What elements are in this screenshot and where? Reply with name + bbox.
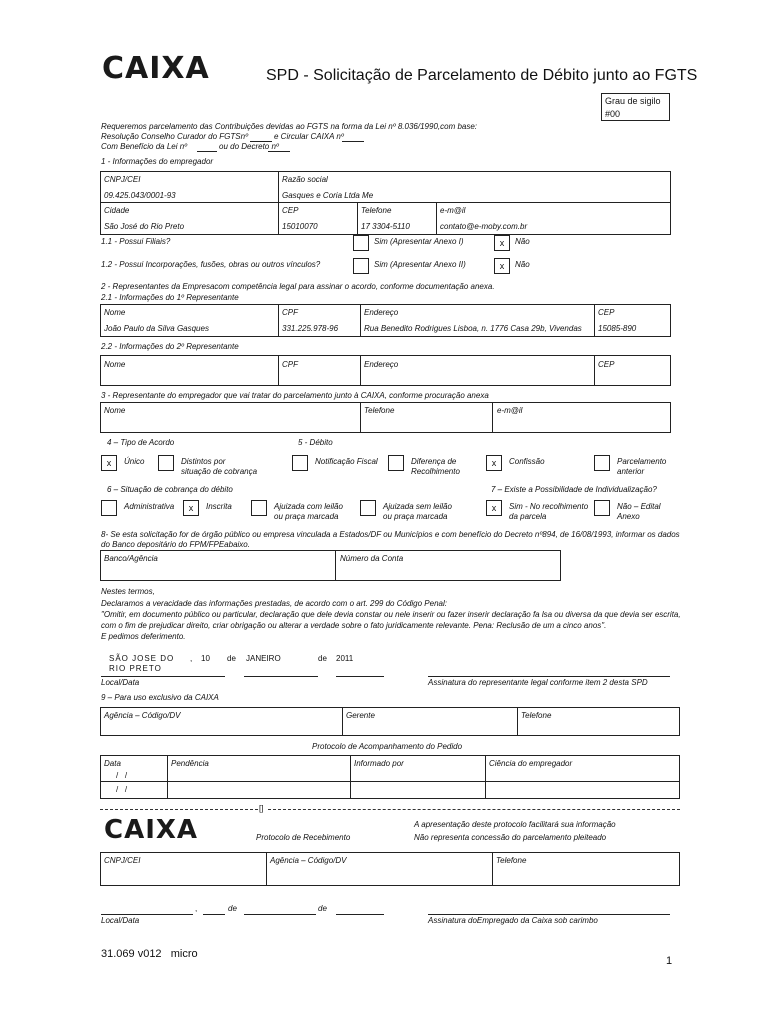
protocolo-pendencia-label: Pendência [171,759,209,768]
sec8-line-1: 8- Se esta solicitação for de órgão público ou empresa vinculada a Estados/DF ou Municípios e com benefício do Decreto nº894, de 16/08/1993, informar os dados [101,530,680,539]
q12-nao-checkbox[interactable]: x [494,258,510,274]
acordo-unico-label: Único [124,457,145,466]
debito-parcelamento-label-1: Parcelamento [617,457,667,466]
rep3-nome-label: Nome [104,406,126,415]
sign-year[interactable]: 2011 [336,654,354,663]
protocolo-ciencia-label: Ciência do empregador [489,759,573,768]
intro-line-2a: Resolução Conselho Curador do FGTSnº [101,132,248,141]
page-number: 1 [666,955,673,967]
debito-notificacao-label: Notificação Fiscal [315,457,378,466]
cep-label: CEP [282,206,299,215]
protocolo-acompanhamento-title: Protocolo de Acompanhamento do Pedido [312,742,463,751]
rep1-cpf-label: CPF [282,308,298,317]
q12-sim-checkbox[interactable] [353,258,369,274]
rep1-cpf-value[interactable]: 331.225.978-96 [282,324,339,333]
cobranca-ajuizada-com-label-2: ou praça marcada [274,512,339,521]
grau-sigilo-value: #00 [605,109,621,119]
protocolo-col-divider-1 [167,755,168,799]
rep2-endereco-label: Endereço [364,360,399,369]
decl-line-3: "Omitir, em documento público ou particular, declaração que dele devia constar ou nele inserir ou fazer inserir declaração fa lsa ou diversa da que devia ser escrita, [101,610,681,619]
acordo-distintos-checkbox[interactable] [158,455,174,471]
caixa-use-col-divider-2 [517,707,518,736]
caixa-logo-receipt: CAIXA [104,815,199,845]
lei-blank[interactable] [197,151,217,152]
protocolo-row-divider [100,781,680,782]
cobranca-administrativa-label: Administrativa [124,502,175,511]
protocolo-col-divider-2 [350,755,351,799]
sign-local[interactable]: SÃO JOSE DO RIO PRETO [109,654,175,673]
intro-line-1: Requeremos parcelamento das Contribuições devidas ao FGTS na forma da Lei nº 8.036/1990,com base: [101,122,478,131]
decl-line-5: E pedimos deferimento. [101,632,186,641]
q11-nao-label: Não [515,237,530,246]
caixa-use-table [100,707,680,736]
debito-diferenca-checkbox[interactable] [388,455,404,471]
sec4-heading: 4 – Tipo de Acordo [107,438,175,447]
rep2-nome-label: Nome [104,360,126,369]
q11-nao-checkbox[interactable]: x [494,235,510,251]
receipt-note-1: A apresentação deste protocolo facilitará sua informação [414,820,616,829]
q11-label: 1.1 - Possui Filiais? [101,237,171,246]
protocolo-col-divider-3 [485,755,486,799]
q12-nao-label: Não [515,260,530,269]
cobranca-inscrita-label: Inscrita [206,502,232,511]
acordo-distintos-label-2: situação de cobrança [181,467,258,476]
decl-line-1: Nestes termos, [101,587,155,596]
employer-col-divider-1 [278,171,279,235]
rep2-cpf-label: CPF [282,360,298,369]
cidade-value[interactable]: São José do Rio Preto [104,222,185,231]
individualizacao-nao-checkbox[interactable] [594,500,610,516]
rep1-nome-label: Nome [104,308,126,317]
sec3-heading: 3 - Representante do empregador que vai tratar do parcelamento junto à CAIXA, conforme procuração anexa [101,391,489,400]
receipt-year-line[interactable] [336,914,384,915]
debito-parcelamento-label-2: anterior [617,467,645,476]
sign-comma: , [190,654,193,663]
protocolo-date-1[interactable]: / / [116,771,128,780]
rep2-cep-label: CEP [598,360,615,369]
razao-label: Razão social [282,175,328,184]
sec2-heading: 2 - Representantes da Empresacom competência legal para assinar o acordo, conforme documentação anexa. [101,282,495,291]
receipt-day-line[interactable] [203,914,225,915]
cobranca-ajuizada-com-checkbox[interactable] [251,500,267,516]
intro-line-2b: e Circular CAIXA nº [274,132,344,141]
sign-day[interactable]: 10 [201,654,210,663]
rep1-nome-value[interactable]: João Paulo da Silva Gasques [104,324,209,333]
sec7-heading: 7 – Existe a Possibilidade de Individualização? [491,485,657,494]
cidade-label: Cidade [104,206,130,215]
receipt-telefone-label: Telefone [496,856,527,865]
rep2-col-divider-3 [594,355,595,386]
rep1-col-divider-2 [360,304,361,337]
employer-col-divider-2 [357,202,358,235]
cut-line-right [268,809,680,810]
email-label: e-m@il [440,206,466,215]
rep3-col-divider-2 [492,402,493,433]
caixa-telefone-label: Telefone [521,711,552,720]
year-line [336,676,384,677]
cep-value[interactable]: 15010070 [282,222,318,231]
employer-col-divider-3 [436,202,437,235]
sec1-heading: 1 - Informações do empregador [101,157,214,166]
cobranca-ajuizada-com-label-1: Ajuizada com leilão [274,502,343,511]
decl-line-4: com o fim de prejudicar direito, criar obrigação ou alterar a verdade sobre o fato juridicamente relevante. Pena: Reclusão de um a cinco anos". [101,621,607,630]
razao-value[interactable]: Gasques e Coria Ltda Me [282,191,374,200]
receipt-signature-line [428,914,670,915]
rep1-endereco-value[interactable]: Rua Benedito Rodrigues Lisboa, n. 1776 Casa 29b, Vivendas [364,324,582,333]
sec6-heading: 6 – Situação de cobrança do débito [107,485,233,494]
representative-signature-line [428,676,670,677]
rep3-telefone-label: Telefone [364,406,395,415]
form-code: 31.069 v012 micro [101,948,198,960]
cobranca-administrativa-checkbox[interactable] [101,500,117,516]
rep1-cep-label: CEP [598,308,615,317]
individualizacao-nao-label-1: Não – Edital [617,502,661,511]
q11-sim-label: Sim (Apresentar Anexo I) [374,237,464,246]
circular-blank[interactable] [342,141,364,142]
individualizacao-sim-checkbox[interactable]: x [486,500,502,516]
sec2-sub1: 2.1 - Informações do 1º Representante [101,293,239,302]
cnpj-label: CNPJ/CEI [104,175,141,184]
rep2-col-divider-2 [360,355,361,386]
rep1-cep-value[interactable]: 15085-890 [598,324,637,333]
local-data-label: Local/Data [101,678,140,687]
debito-confissao-label: Confissão [509,457,545,466]
banco-col-divider [335,550,336,581]
cut-mark: [] [259,804,264,813]
rep2-col-divider-1 [278,355,279,386]
banco-agencia-label: Banco/Agência [104,554,158,563]
protocolo-recebimento-label: Protocolo de Recebimento [256,833,351,842]
receipt-col-divider-1 [266,852,267,886]
receipt-de-1: de [228,904,237,913]
protocolo-informado-label: Informado por [354,759,404,768]
telefone-value[interactable]: 17 3304-5110 [361,222,410,231]
sec2-sub2: 2.2 - Informações do 2º Representante [101,342,239,351]
rep1-col-divider-3 [594,304,595,337]
debito-parcelamento-checkbox[interactable] [594,455,610,471]
receipt-local-line[interactable] [101,914,193,915]
intro-line-3b: ou do Decreto nº [219,142,279,151]
rep3-email-label: e-m@il [497,406,523,415]
receipt-cnpj-label: CNPJ/CEI [104,856,141,865]
intro-line-3a: Com Benefício da Lei nº [101,142,188,151]
caixa-agencia-label: Agência – Código/DV [104,711,181,720]
sec8-line-2: do Banco depositário do FPM/FPEabaixo. [101,540,250,549]
gerente-label: Gerente [346,711,375,720]
banco-table [100,550,561,581]
individualizacao-nao-label-2: Anexo [617,512,640,521]
rep1-endereco-label: Endereço [364,308,399,317]
q12-sim-label: Sim (Apresentar Anexo II) [374,260,466,269]
email-value[interactable]: contato@e-moby.com.br [440,222,528,231]
receipt-note-2: Não representa concessão do parcelamento pleiteado [414,833,607,842]
caixa-use-col-divider-1 [342,707,343,736]
receipt-agencia-label: Agência – Código/DV [270,856,347,865]
cobranca-ajuizada-sem-label-1: Ajuizada sem leilão [383,502,452,511]
local-date-line [101,676,225,677]
debito-notificacao-checkbox[interactable] [292,455,308,471]
protocolo-date-2[interactable]: / / [116,785,128,794]
telefone-label: Telefone [361,206,392,215]
receipt-month-line[interactable] [244,914,316,915]
rep1-col-divider-1 [278,304,279,337]
sign-de-1: de [227,654,236,663]
sec9-heading: 9 – Para uso exclusivo da CAIXA [101,693,219,702]
representative-signature-label: Assinatura do representante legal conforme item 2 desta SPD [428,678,648,687]
sign-month[interactable]: JANEIRO [246,654,281,663]
decreto-blank[interactable] [268,151,290,152]
receipt-signature-label: Assinatura doEmpregado da Caixa sob carimbo [428,916,598,925]
q12-label: 1.2 - Possui Incorporações, fusões, obras ou outros vínculos? [101,260,321,269]
debito-diferenca-label-2: Recolhimento [411,467,460,476]
acordo-unico-checkbox[interactable]: x [101,455,117,471]
cut-line-left [100,809,258,810]
sec5-heading: 5 - Débito [298,438,333,447]
numero-conta-label: Número da Conta [340,554,404,563]
grau-sigilo-label: Grau de sigilo [605,96,661,106]
debito-diferenca-label-1: Diferença de [411,457,457,466]
caixa-logo: CAIXA [102,51,210,86]
page-title: SPD - Solicitação de Parcelamento de Débito junto ao FGTS [266,67,698,84]
receipt-table [100,852,680,886]
cobranca-ajuizada-sem-label-2: ou praça marcada [383,512,448,521]
receipt-de-2: de [318,904,327,913]
sign-de-2: de [318,654,327,663]
cnpj-value[interactable]: 09.425.043/0001-93 [104,191,176,200]
protocolo-data-label: Data [104,759,121,768]
individualizacao-sim-label-1: Sim - No recolhimento [509,502,589,511]
month-line [244,676,318,677]
acordo-distintos-label-1: Distintos por [181,457,226,466]
cobranca-inscrita-checkbox[interactable]: x [183,500,199,516]
decl-line-2: Declaramos a veracidade das informações prestadas, de acordo com o art. 299 do Código Penal: [101,599,447,608]
q11-sim-checkbox[interactable] [353,235,369,251]
receipt-col-divider-2 [492,852,493,886]
individualizacao-sim-label-2: da parcela [509,512,547,521]
employer-row-divider [100,202,671,203]
rep3-col-divider-1 [360,402,361,433]
receipt-comma: , [195,904,198,913]
receipt-local-data-label: Local/Data [101,916,140,925]
cobranca-ajuizada-sem-checkbox[interactable] [360,500,376,516]
debito-confissao-checkbox[interactable]: x [486,455,502,471]
